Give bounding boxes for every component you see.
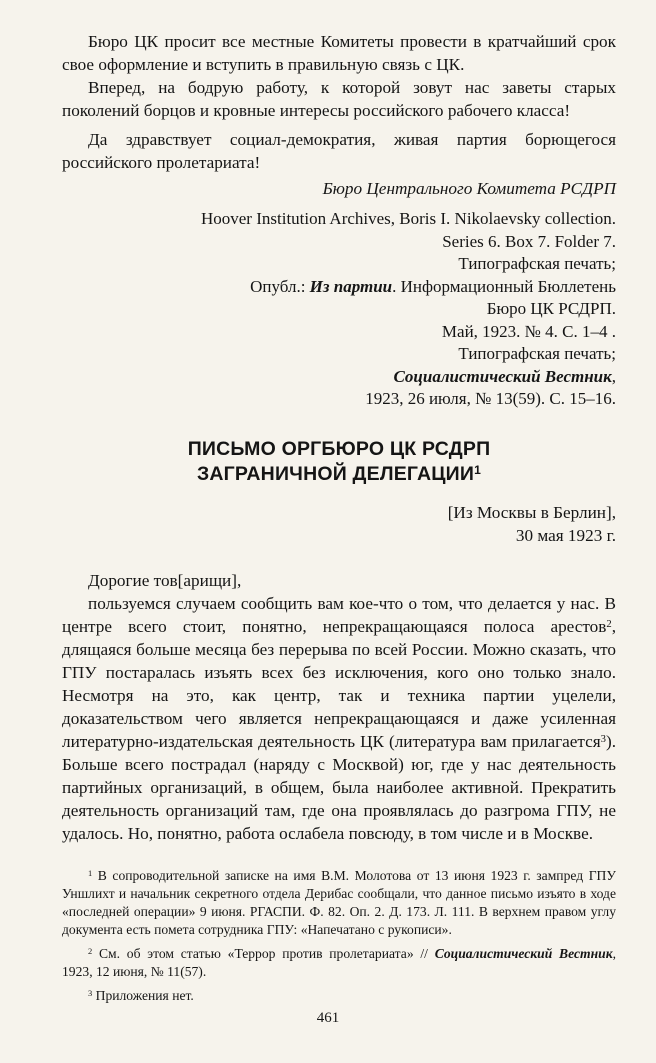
footnote-3-text: Приложения нет. [95,987,194,1003]
letter-place-date [62,501,616,547]
letter-title [62,437,616,487]
publication-rest-1: . Информационный Бюллетень [392,276,616,296]
letter-body-part-a: пользуемся случаем сообщить вам кое-что о том, что делается у нас. В центре всего стоит, понятно, непрекращающаяся полоса арестов [62,593,616,636]
footnote-3 [62,987,616,1005]
footnote-2-text-a: См. об этом статью «Террор против пролетариата» // [98,945,435,961]
intro-paragraph-2: Вперед, на бодрую работу, к которой зовут нас заветы старых поколений борцов и кровные интересы российского рабочего класса! [62,78,616,120]
letter-body-part-c: ). Больше всего пострадал (наряду с Москвой) юг, где у нас деятельность партийных организаций, в общем, была наиболее активной. Прекратить деятельность организаций там, где она проявлялась до разгрома ГПУ, не удалось. Но, понятно, работа ослабела повсюду, в том числе и в Москве. [62,731,616,843]
letter-place: [Из Москвы в Берлин], [447,502,616,522]
footnote-2-number: 2 [88,945,93,956]
footnote-2-journal: Социалистический Вестник [434,945,613,961]
journal-comma: , [611,366,616,386]
letter-title-line-1: ПИСЬМО ОРГБЮРО ЦК РСДРП [187,437,491,460]
journal-date: 1923, 26 июля, № 13(59). С. 15–16. [365,389,616,408]
intro-paragraph-3: Да здравствует социал-демократия, живая партия борющегося российского пролетариата! [62,130,616,172]
source-references [62,208,616,411]
journal-title: Социалистический Вестник [393,366,612,386]
footnote-ref-2: 2 [606,618,612,630]
footnote-ref-3: 3 [600,733,606,745]
publication-label: Опубл.: [250,276,310,296]
letter-body-part-b: , длящаяся больше месяца без перерыва по всей России. Можно сказать, что ГПУ постаралась изъять всех без исключения, кого оно только знало. Несмотря на это, как центр, так и техника партии уцелели, доказательством чего является непрекращающаяся и даже усиленная литературно-издательская деятельность ЦК (литература вам прилагается [62,616,616,751]
typography-note-1: Типографская печать; [458,254,616,273]
footnotes [62,867,616,1005]
letter-salutation: Дорогие тов[арищи], [88,570,242,590]
typography-note-2: Типографская печать; [458,344,616,363]
signature: Бюро Центрального Комитета РСДРП [322,179,616,198]
letter-body [62,592,616,845]
footnote-2-text-c: , 1923, 12 июня, № 11(57). [62,945,616,979]
footnote-ref-1: 1 [474,463,482,478]
publication-line [62,276,616,299]
footnote-1-number: 1 [88,867,93,878]
footnote-1 [62,867,616,939]
intro-paragraph-1: Бюро ЦК просит все местные Комитеты провести в кратчайший срок свое оформление и вступить в правильную связь с ЦК. [62,32,616,74]
letter-title-line-2: ЗАГРАНИЧНОЙ ДЕЛЕГАЦИИ [196,462,475,485]
journal-line [62,366,616,389]
page-number: 461 [316,1010,340,1026]
archive-line-2: Series 6. Box 7. Folder 7. [442,231,616,251]
document-page [62,30,616,1005]
publication-title: Из партии [309,276,393,296]
publication-rest-2: Бюро ЦК РСДРП. [486,299,616,318]
publication-rest-3: Май, 1923. № 4. С. 1–4 . [441,321,616,341]
footnote-2 [62,945,616,981]
letter-date: 30 мая 1923 г. [515,525,616,545]
archive-line-1: Hoover Institution Archives, Boris I. Nikolaevsky collection. [200,209,616,228]
footnote-1-text: В сопроводительной записке на имя В.М. Молотова от 13 июня 1923 г. зампред ГПУ Уншлихт и начальник секретного отдела Дерибас сообщали, что данное письмо изъято в ходе «последней операции» 9 июня. РГАСПИ. Ф. 82. Оп. 2. Д. 173. Л. 111. В верхнем правом углу документа есть помета сотрудника ГПУ: «Напечатано с рукописи». [62,867,616,937]
letter-title-line-2-wrap [62,462,616,487]
footnote-3-number: 3 [88,987,93,998]
